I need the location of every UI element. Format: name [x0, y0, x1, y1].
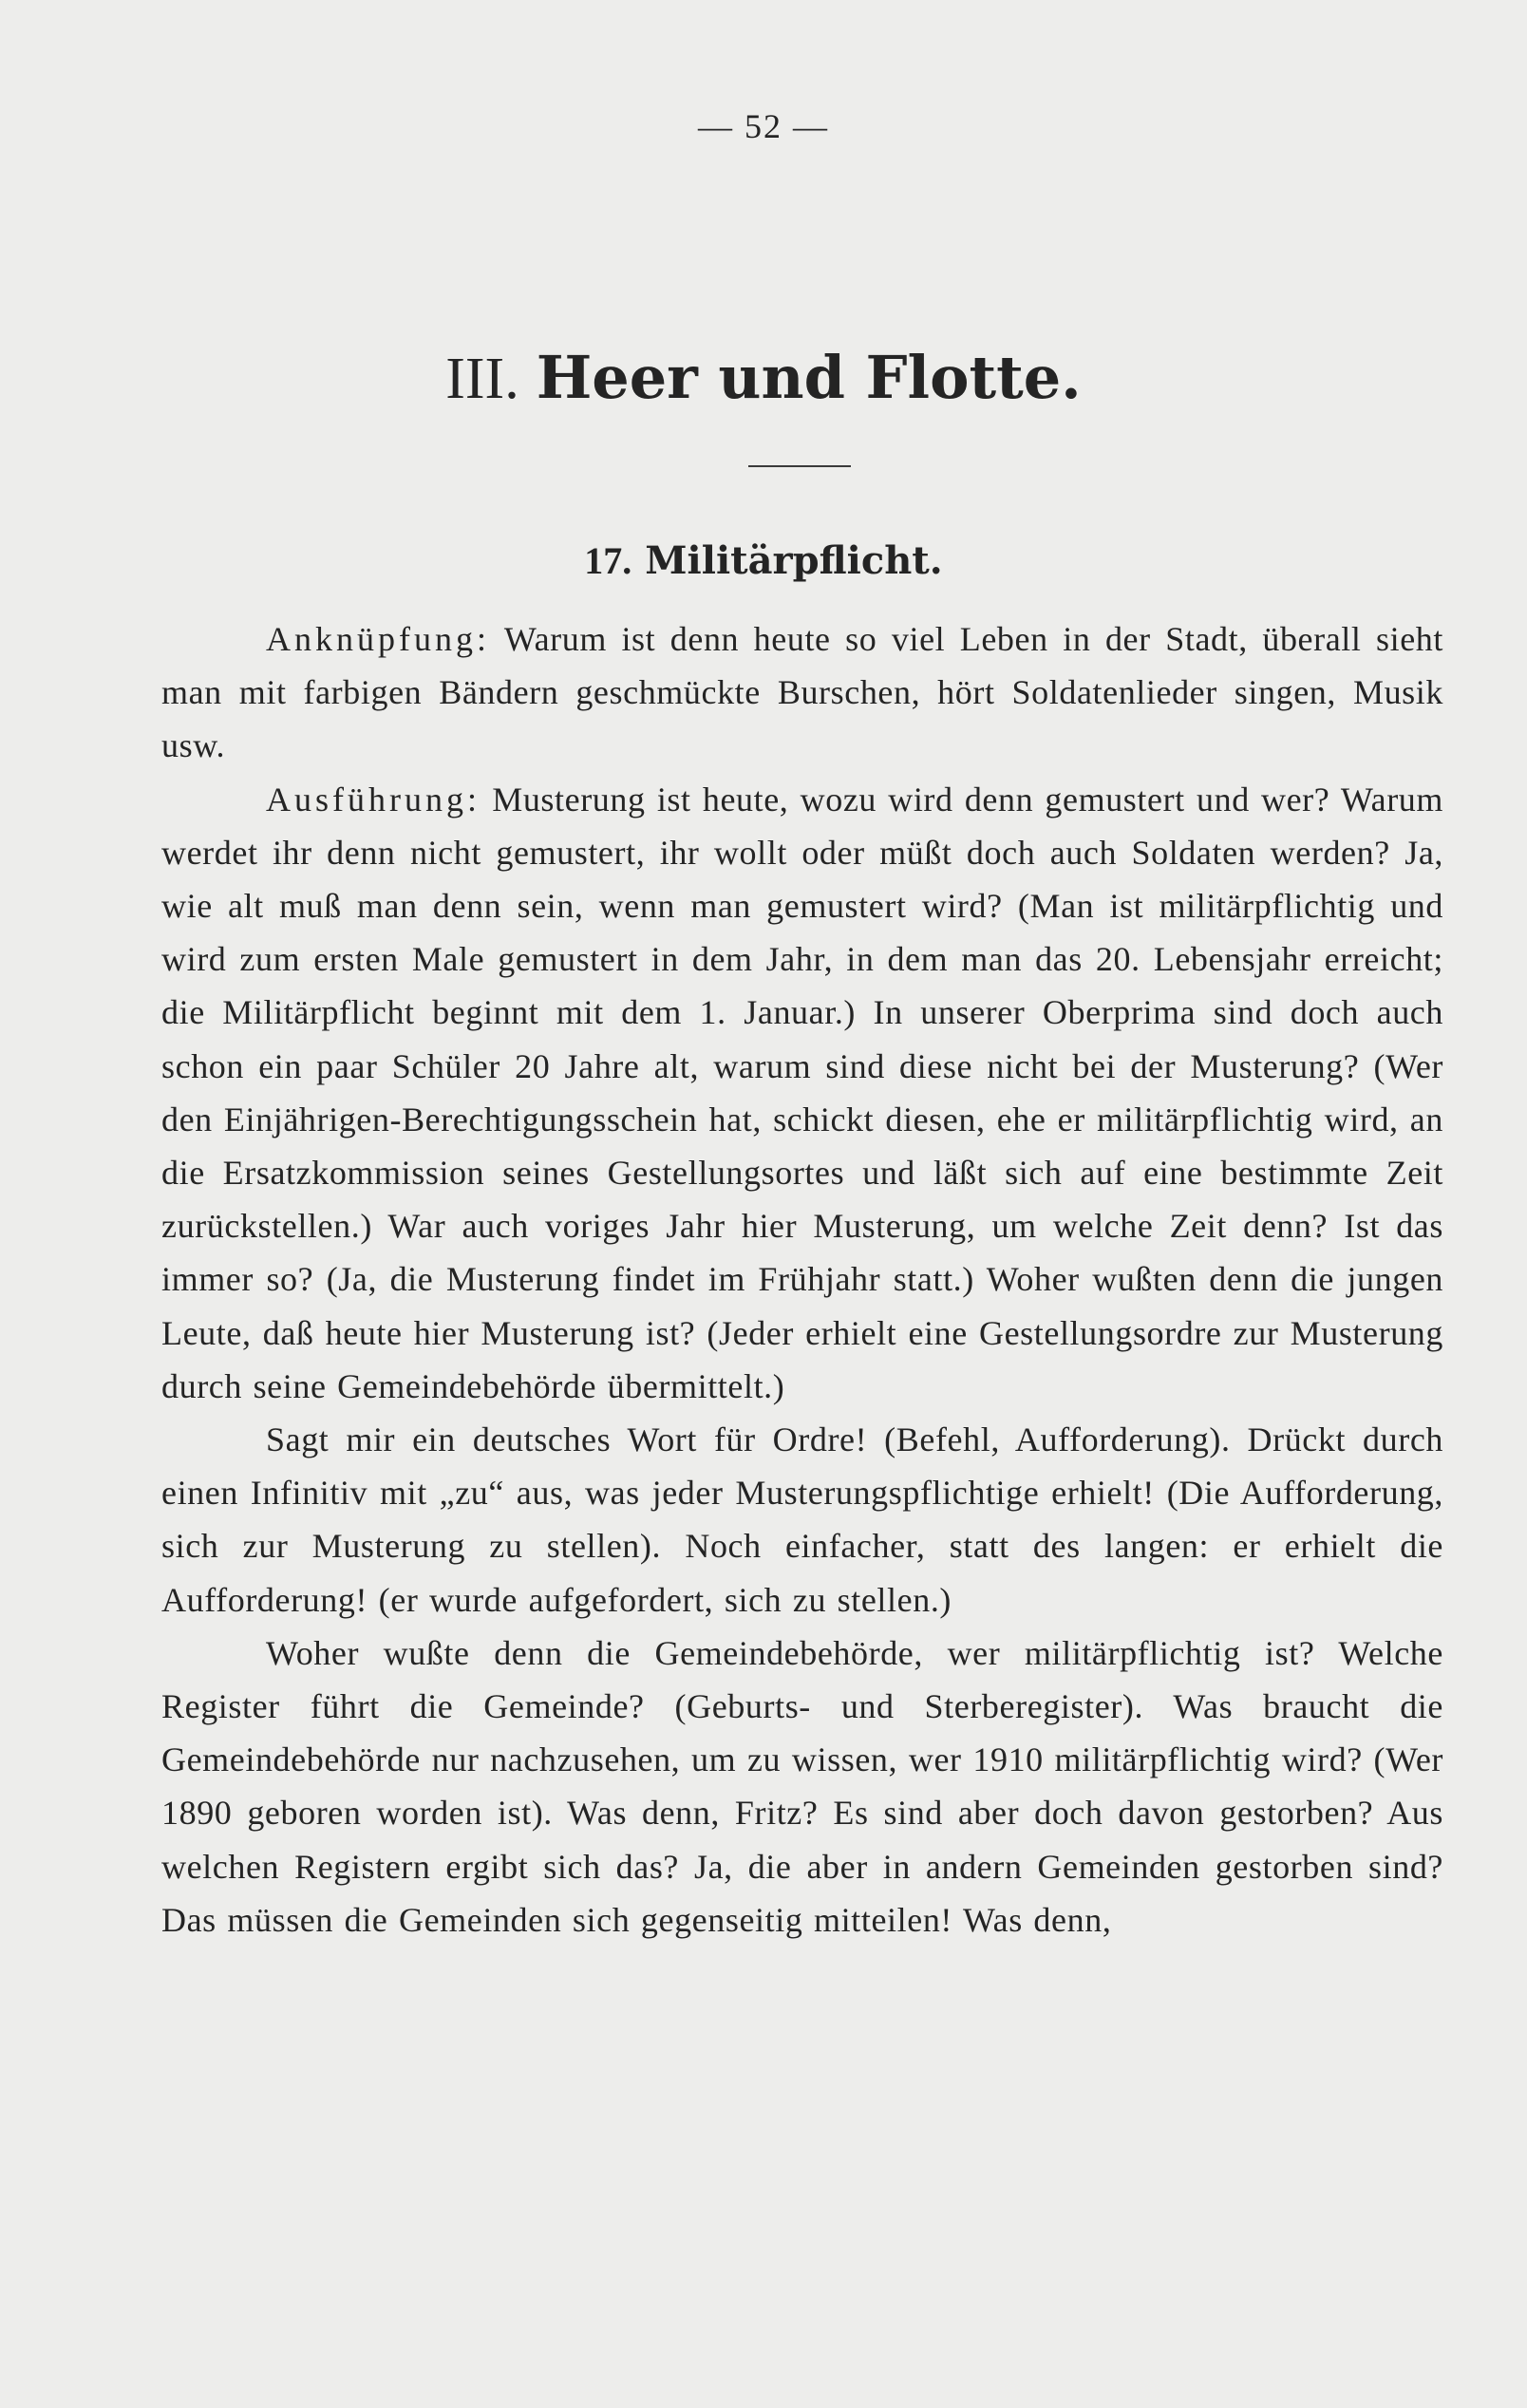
part-heading — [0, 340, 1527, 417]
paragraph — [161, 1627, 1443, 1947]
paragraph-label: Ausführung: — [266, 780, 481, 818]
paragraph-text: Musterung ist heute, wozu wird denn gemustert und wer? Warum werdet ihr denn nicht gemustert, ihr wollt oder müßt doch auch Soldaten werden? Ja, wie alt muß man denn sein, wenn man gemustert wird? (Man ist militärpflichtig und wird zum ersten Male gemustert in dem Jahr, in dem man das 20. Lebensjahr erreicht; die Militärpflicht beginnt mit dem 1. Januar.) In unserer Oberprima sind doch auch schon ein paar Schüler 20 Jahre alt, warum sind diese nicht bei der Musterung? (Wer den Einjährigen-Berechtigungsschein hat, schickt diesen, ehe er militärpflichtig wird, an die Ersatzkommission seines Gestellungsortes und läßt sich auf eine bestimmte Zeit zurückstellen.) War auch voriges Jahr hier Musterung, um welche Zeit denn? Ist das immer so? (Ja, die Musterung findet im Frühjahr statt.) Woher wußten denn die jungen Leute, daß heute hier Musterung ist? (Jeder erhielt eine Gestellungsordre zur Musterung durch seine Gemeindebehörde übermittelt.) — [161, 780, 1443, 1405]
paragraph — [161, 612, 1443, 773]
section-heading — [0, 535, 1527, 588]
paragraph-text: Woher wußte denn die Gemeindebehörde, wer militärpflichtig ist? Welche Register führt die Gemeinde? (Geburts- und Sterberegister). Was braucht die Gemeindebehörde nur nachzusehen, um zu wissen, wer 1910 militärpflichtig wird? (Wer 1890 geboren worden ist). Was denn, Fritz? Es sind aber doch davon gestorben? Aus welchen Registern ergibt sich das? Ja, die aber in andern Gemeinden gestorben sind? Das müssen die Gemeinden sich gegenseitig mitteilen! Was denn, — [161, 1633, 1443, 1939]
paragraph-text: Warum ist denn heute so viel Leben in der Stadt, überall sieht man mit farbigen Bändern geschmückte Burschen, hört Soldatenlieder singen, Musik usw. — [161, 620, 1443, 765]
part-number: III. — [445, 347, 519, 411]
paragraph-text: Sagt mir ein deutsches Wort für Ordre! (Befehl, Aufforderung). Drückt durch einen Infinitiv mit „zu“ aus, was jeder Musterungspflichtige erhielt! (Die Aufforderung, sich zur Musterung zu stellen). Noch einfacher, statt des langen: er erhielt die Aufforderung! (er wurde aufgefordert, sich zu stellen.) — [161, 1420, 1443, 1619]
paragraph — [161, 773, 1443, 1413]
paragraph — [161, 1413, 1443, 1627]
paragraph-label: Anknüpfung: — [266, 620, 490, 658]
section-title: Militärpflicht. — [645, 538, 943, 583]
body-text — [161, 612, 1443, 1947]
part-title: Heer und Flotte. — [536, 343, 1082, 412]
section-number: 17. — [584, 539, 632, 582]
page-number: — 52 — — [698, 107, 829, 145]
heading-divider — [748, 465, 851, 467]
